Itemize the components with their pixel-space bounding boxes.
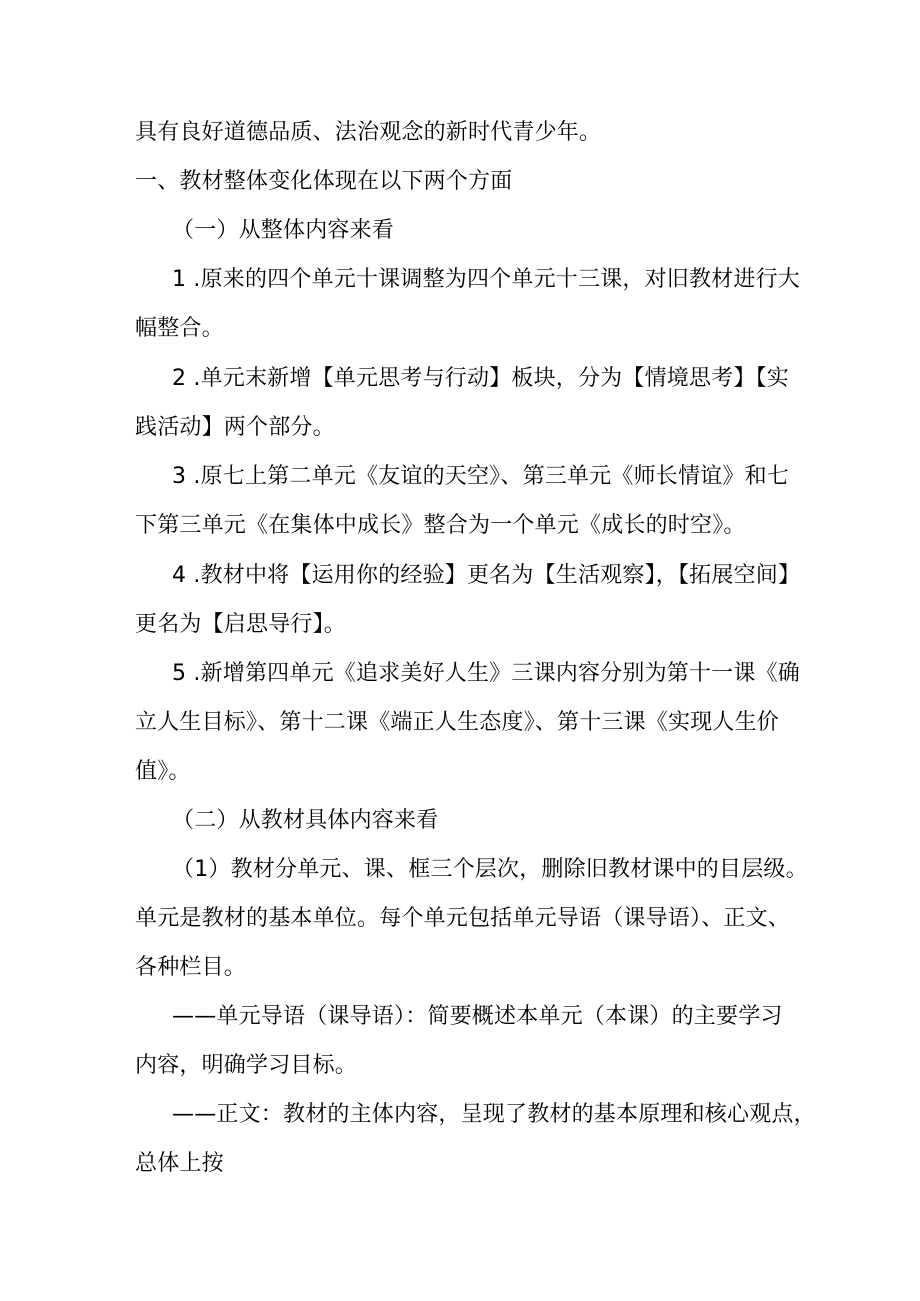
text-line-dash-1b: 内容，明确学习目标。 <box>135 1053 358 1078</box>
text-line-dash-2a: ——正文：教材的主体内容，呈现了教材的基本原理和核心观点， <box>172 1102 816 1127</box>
text-line-item-5b: 立人生目标》、第十二课《端正人生态度》、第十三课《实现人生价 <box>135 710 780 735</box>
text-line-dash-1a: ——单元导语（课导语）：简要概述本单元（本课）的主要学习 <box>172 1004 783 1029</box>
text-line-item-5c: 值》。 <box>135 759 191 784</box>
text-line-item-1a: 1 .原来的四个单元十课调整为四个单元十三课，对旧教材进行大 <box>172 267 800 292</box>
text-line-item-4a: 4 .教材中将【运用你的经验】更名为【生活观察】，【拓展空间】 <box>172 563 801 588</box>
text-line-item-2b: 践活动】两个部分。 <box>135 415 335 440</box>
text-line-item-3a: 3 .原七上第二单元《友谊的天空》、第三单元《师长情谊》和七 <box>172 464 789 489</box>
text-line-item-2a: 2 .单元末新增【单元思考与行动】板块，分为【情境思考】【实 <box>172 366 789 391</box>
text-line-1: 具有良好道德品质、法治观念的新时代青少年。 <box>135 120 602 145</box>
text-line-para-1c: 各种栏目。 <box>135 955 247 980</box>
subsection-heading-1: （一）从整体内容来看 <box>172 218 395 243</box>
section-heading-1: 一、教材整体变化体现在以下两个方面 <box>135 169 513 194</box>
text-line-item-4b: 更名为【启思导行】。 <box>135 612 347 637</box>
text-line-para-1a: （1）教材分单元、课、框三个层次，删除旧教材课中的目层级。 <box>172 857 808 882</box>
text-line-para-1b: 单元是教材的基本单位。每个单元包括单元导语（课导语）、正文、 <box>135 906 791 931</box>
text-line-dash-2b: 总体上按 <box>135 1151 224 1176</box>
text-line-item-5a: 5 .新增第四单元《追求美好人生》三课内容分别为第十一课《确 <box>172 661 800 686</box>
text-line-item-3b: 下第三单元《在集体中成长》整合为一个单元《成长的时空》。 <box>135 513 746 538</box>
text-line-item-1b: 幅整合。 <box>135 316 224 341</box>
subsection-heading-2: （二）从教材具体内容来看 <box>172 808 439 833</box>
